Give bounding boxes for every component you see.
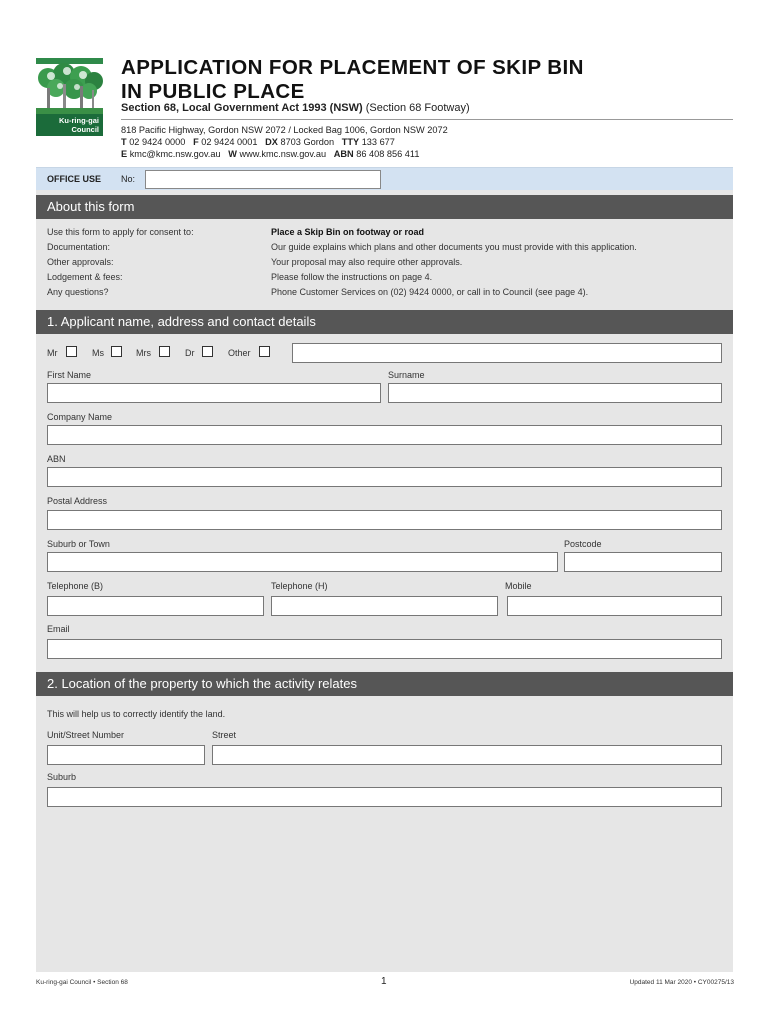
tel-h-field[interactable]: [271, 596, 498, 616]
suburb-town-field[interactable]: [47, 552, 558, 572]
office-no-field[interactable]: [145, 170, 381, 189]
mobile-label: Mobile: [505, 581, 532, 591]
office-use-strip: [36, 167, 733, 190]
about-value: Place a Skip Bin on footway or road: [271, 227, 425, 237]
page-title: APPLICATION FOR PLACEMENT OF SKIP BIN IN PUBLIC PLACE: [121, 56, 584, 103]
title-mrs-label: Mrs: [136, 348, 151, 358]
email-label: Email: [47, 624, 70, 634]
street-label: Street: [212, 730, 237, 740]
title-mr-label: Mr: [47, 348, 58, 358]
tel-b-field[interactable]: [47, 596, 264, 616]
footer-right: Updated 11 Mar 2020 • CY00275/13: [629, 979, 734, 986]
email-link[interactable]: kmc@kmc.nsw.gov.au: [129, 149, 221, 160]
web-line: E kmc@kmc.nsw.gov.au W www.kmc.nsw.gov.au ABN 86 408 856 411: [121, 149, 420, 160]
company-field[interactable]: [47, 425, 722, 445]
title-dr-label: Dr: [185, 348, 195, 358]
location-suburb-label: Suburb: [47, 772, 77, 782]
footer-left: Ku-ring-gai Council • Section 68: [36, 979, 128, 986]
office-no-label: No:: [121, 174, 136, 184]
abn-label: ABN: [47, 454, 66, 464]
page-subtitle: [121, 102, 470, 114]
abn-field[interactable]: [47, 467, 722, 487]
phone-line: T 02 9424 0000 F 02 9424 0001 DX 8703 Gordon TTY 133 677: [121, 137, 395, 148]
street-field[interactable]: [212, 745, 722, 765]
logo-wordmark: Ku-ring-gai Council: [36, 114, 103, 136]
subtitle-act: Section 68, Local Government Act 1993 (NSW): [121, 102, 363, 114]
website-link[interactable]: www.kmc.nsw.gov.au: [239, 149, 327, 160]
about-value: Our guide explains which plans and other documents you must provide with this application.: [271, 242, 637, 252]
council-logo: [36, 58, 103, 138]
council-address: [121, 124, 448, 161]
postal-label: Postal Address: [47, 496, 108, 506]
first-name-label: First Name: [47, 370, 92, 380]
address-line: 818 Pacific Highway, Gordon NSW 2072 / Locked Bag 1006, Gordon NSW 2072: [121, 125, 448, 135]
tel-h-label: Telephone (H): [271, 581, 328, 591]
about-label: Lodgement & fees:: [47, 272, 123, 282]
office-use-label: OFFICE USE: [47, 174, 102, 184]
section2-intro: This will help us to correctly identify the land.: [47, 709, 226, 719]
trees-icon: [36, 58, 103, 114]
about-label: Any questions?: [47, 287, 109, 297]
page-number: 1: [381, 976, 387, 987]
subtitle-footway: (Section 68 Footway): [365, 102, 470, 114]
email-field[interactable]: [47, 639, 722, 659]
about-value: Please follow the instructions on page 4.: [271, 272, 433, 282]
title-other-checkbox[interactable]: [259, 346, 270, 357]
first-name-field[interactable]: [47, 383, 381, 403]
header-divider: [121, 119, 733, 120]
unit-label: Unit/Street Number: [47, 730, 125, 740]
about-label: Other approvals:: [47, 257, 114, 267]
surname-field[interactable]: [388, 383, 722, 403]
about-heading: About this form: [36, 195, 733, 219]
title-mr-checkbox[interactable]: [66, 346, 77, 357]
title-mrs-checkbox[interactable]: [159, 346, 170, 357]
title-dr-checkbox[interactable]: [202, 346, 213, 357]
title-other-field[interactable]: [292, 343, 722, 363]
postcode-label: Postcode: [564, 539, 602, 549]
suburb-town-label: Suburb or Town: [47, 539, 110, 549]
section2-heading: 2. Location of the property to which the activity relates: [36, 672, 733, 696]
postcode-field[interactable]: [564, 552, 722, 572]
location-suburb-field[interactable]: [47, 787, 722, 807]
title-ms-checkbox[interactable]: [111, 346, 122, 357]
form-panel: [36, 167, 733, 972]
about-value: Phone Customer Services on (02) 9424 0000, or call in to Council (see page 4).: [271, 287, 589, 297]
company-label: Company Name: [47, 412, 113, 422]
postal-field[interactable]: [47, 510, 722, 530]
title-other-label: Other: [228, 348, 251, 358]
surname-label: Surname: [388, 370, 425, 380]
unit-field[interactable]: [47, 745, 205, 765]
about-label: Use this form to apply for consent to:: [47, 227, 194, 237]
tel-b-label: Telephone (B): [47, 581, 104, 591]
title-ms-label: Ms: [92, 348, 104, 358]
mobile-field[interactable]: [507, 596, 722, 616]
about-value: Your proposal may also require other approvals.: [271, 257, 463, 267]
about-label: Documentation:: [47, 242, 111, 252]
section1-heading: 1. Applicant name, address and contact details: [36, 310, 733, 334]
